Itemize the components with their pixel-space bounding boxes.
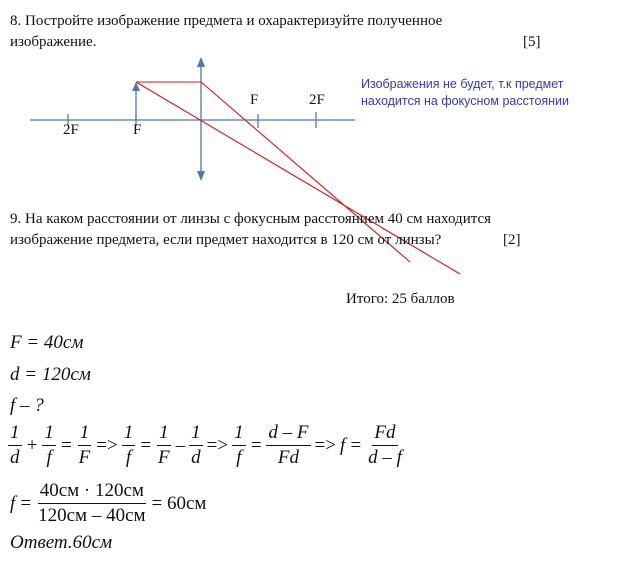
task8-points: [5]	[523, 34, 541, 50]
label-f-right: F	[250, 92, 259, 108]
implies-arrow: =>	[314, 434, 336, 456]
plus-sign: +	[25, 434, 39, 456]
frac-1-over-F: $\frac{1}{F}$	[78, 422, 91, 468]
calc-result: = 60см	[151, 492, 207, 514]
equals-sign: =	[59, 434, 73, 456]
task9-line1: 9. На каком расстоянии от линзы с фокусным расстоянием 40 см находится	[10, 211, 492, 227]
given-object-distance: d = 120см	[10, 364, 91, 385]
label-2f-right: 2F	[309, 92, 325, 108]
image-distance-symbol: f	[339, 434, 346, 456]
label-f-left: F	[133, 122, 142, 138]
final-answer: Ответ.60см	[10, 532, 113, 553]
lens-formula	[8, 422, 404, 469]
answer-note-line2: находится на фокусном расстоянии	[361, 94, 570, 108]
task8-line2: изображение.	[10, 34, 97, 50]
frac-1-over-d: $\frac{1}{d}$	[191, 422, 201, 468]
equals-sign: =	[349, 434, 363, 456]
frac-Fd-over-d-minus-f: $\frac{Fd}{d - f}$	[368, 422, 402, 468]
frac-d-minus-F-over-Fd: $\frac{d - F}{Fd}$	[268, 422, 309, 468]
frac-1-over-f: $\frac{1}{f}$	[123, 422, 134, 468]
task9-points: [2]	[503, 232, 521, 248]
numeric-calculation	[10, 480, 206, 527]
frac-1-over-f: $\frac{1}{f}$	[234, 422, 244, 468]
calc-lhs: f	[10, 492, 16, 514]
total-score: Итого: 25 баллов	[346, 291, 455, 307]
implies-arrow: =>	[96, 434, 118, 456]
find-image-distance: f – ?	[10, 395, 44, 416]
frac-1-over-F: $\frac{1}{F}$	[158, 422, 170, 468]
minus-sign: –	[175, 434, 186, 456]
implies-arrow: =>	[206, 434, 229, 456]
lens-bottom-arrowhead	[197, 171, 205, 181]
task8-line1: 8. Постройте изображение предмета и охарактеризуйте полученное	[10, 13, 443, 29]
calc-fraction: $\frac{40см \cdot 120см}{120см - 40см}$	[38, 480, 146, 526]
task9-line2: изображение предмета, если предмет находится в 120 см от линзы?	[10, 232, 442, 248]
label-2f-left: 2F	[63, 122, 79, 138]
lens-top-arrowhead	[197, 57, 205, 67]
equals-sign: =	[19, 492, 33, 514]
equals-sign: =	[249, 434, 263, 456]
answer-note-line1: Изображения не будет, т.к предмет	[361, 77, 564, 91]
frac-1-over-d: $\frac{1}{d}$	[10, 422, 20, 468]
frac-1-over-f: $\frac{1}{f}$	[44, 422, 54, 468]
given-focal-length: F = 40см	[10, 332, 84, 353]
equals-sign: =	[139, 434, 153, 456]
